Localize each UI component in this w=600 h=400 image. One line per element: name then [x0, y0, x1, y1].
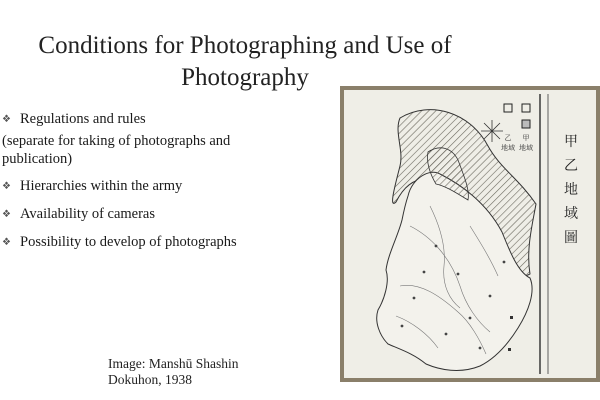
bullet-item	[2, 110, 332, 129]
bullet-subnote-line-2: publication)	[2, 151, 73, 167]
bullet-item	[2, 205, 332, 224]
compass-rose-icon	[481, 120, 503, 142]
map-title-char: 域	[564, 207, 578, 222]
bullet-text: Possibility to develop of photographs	[20, 234, 237, 250]
map-title-char: 乙	[564, 159, 578, 174]
bullet-subnote-line-1: (separate for taking of photographs and	[2, 133, 231, 149]
image-caption	[108, 356, 239, 388]
bullet-list	[2, 110, 332, 261]
legend-label: 甲	[522, 134, 530, 142]
diamond-bullet-icon: ❖	[2, 209, 11, 220]
bullet-text: Hierarchies within the army	[20, 178, 183, 194]
slide-title-line-2: Photography	[181, 64, 309, 91]
image-caption-line-2: Dokuhon, 1938	[108, 372, 192, 387]
legend-label: 地域	[519, 144, 533, 152]
map-title-char: 甲	[564, 135, 578, 150]
bullet-subnote	[2, 132, 332, 168]
legend-box-icon	[522, 120, 530, 128]
bullet-item	[2, 177, 332, 196]
slide-title	[0, 30, 490, 94]
diamond-bullet-icon: ❖	[2, 114, 11, 125]
bullet-text: Regulations and rules	[20, 111, 146, 127]
bullet-item	[2, 233, 332, 252]
image-caption-line-1: Image: Manshū Shashin	[108, 356, 239, 371]
slide-title-line-1: Conditions for Photographing and Use of	[38, 32, 452, 59]
manchuria-map-image	[340, 86, 600, 382]
legend-label: 地域	[501, 144, 515, 152]
map-title-char: 圖	[564, 231, 578, 246]
legend-label: 乙	[504, 134, 512, 142]
diamond-bullet-icon: ❖	[2, 181, 11, 192]
map-title-char: 地	[564, 183, 578, 198]
map-illustration	[340, 86, 600, 382]
bullet-text: Availability of cameras	[20, 206, 156, 222]
diamond-bullet-icon: ❖	[2, 237, 11, 248]
